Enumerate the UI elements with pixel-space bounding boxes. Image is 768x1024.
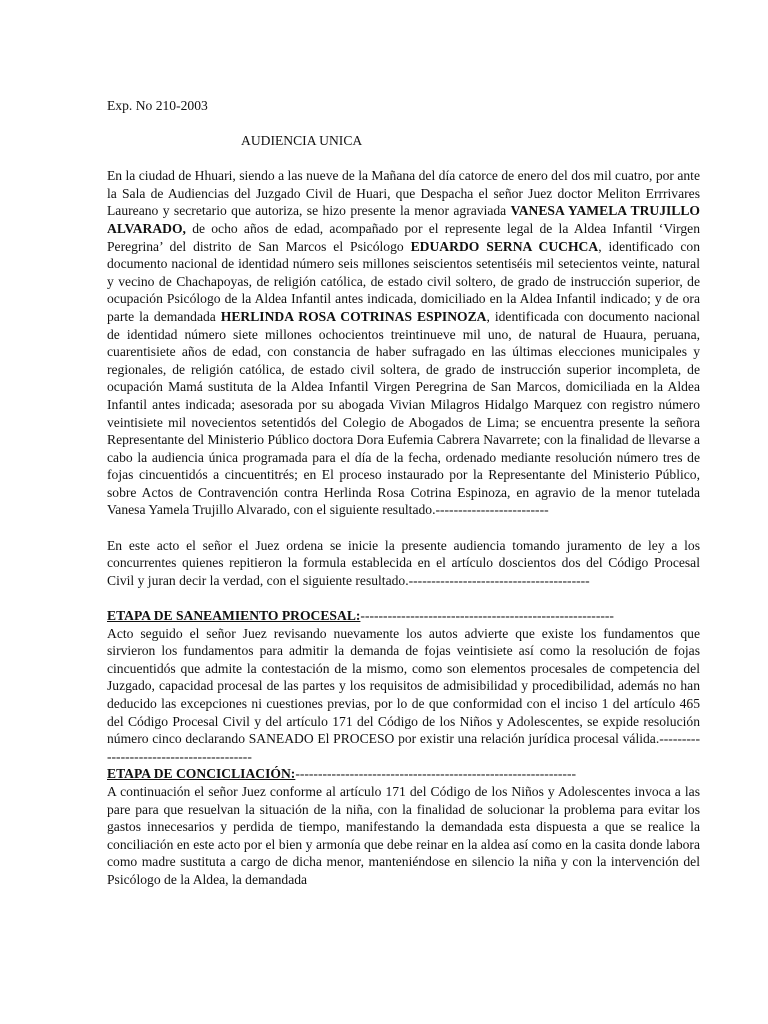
paragraph-oath: En este acto el señor el Juez ordena se inicie la presente audiencia tomando juramento de ley a los concurrentes quienes repitieron la formula establecida en el artículo doscientos dos del Código Procesal Civil y juran decir la verdad, con el siguiente resultado.----------------------------------------: [107, 537, 700, 588]
paragraph-opening: [107, 167, 700, 519]
document-body: [107, 97, 700, 889]
name-psychologist: EDUARDO SERNA CUCHCA: [410, 238, 599, 254]
text-segment: , identificada con documento nacional de identidad número siete millones ochocientos treintinueve mil uno, de natural de Huaura, peruana, cuarentisiete años de edad, con constancia de haber sufragado en las últimas elecciones municipales y regionales, de religión católica, de estado civil soltera, de grado de instrucción superior incompleta, de ocupación Mamá sustituta de la Aldea Infantil Virgen Peregrina de San Marcos, domiciliada en la Aldea Infantil antes indicada; asesorada por su abogada Vivian Milagros Hidalgo Marquez con registro número veintisiete mil novecientos setentidós del Colegio de Abogados de Lima; se encuentra presente la señora Representante del Ministerio Público doctora Dora Eufemia Cabrera Navarrete; con la finalidad de llevarse a cabo la audiencia única programada para el día de la fecha, ordenado mediante resolución número tres de fojas cincuentidós a cincuentitrés; en El proceso instaurado por la Representante del Ministerio Público, sobre Actos de Contravención contra Herlinda Rosa Cotrina Espinoza, en agravio de la menor tutelada Vanesa Yamela Trujillo Alvarado, con el siguiente resultado.-------------------------: [107, 308, 700, 518]
section-conciliacion-body: A continuación el señor Juez conforme al artículo 171 del Código de los Niños y Adolescentes invoca a las pare para que resuelvan la situación de la niña, con la finalidad de solucionar la problema para evitar los gastos innecesarios y perdida de tiempo, manifestando la demandada esta dispuesta a que se realice la conciliación en este acto por el bien y armonía que debe reinar en la aldea así como en la casita donde labora como madre sustituta a cargo de dicha menor, manteniéndose en silencio la niña y con la intervención del Psicólogo de la Aldea, la demandada: [107, 783, 700, 887]
document-title: AUDIENCIA UNICA: [241, 132, 363, 148]
section-dashes: --------------------------------------------------------------: [295, 766, 576, 782]
section-saneamiento-body: Acto seguido el señor Juez revisando nuevamente los autos advierte que existe los fundamentos que sirvieron los fundamentos para admitir la demanda de fojas veintisiete así como la resolución de fojas cincuentidós que admite la contestación de la mismo, como son elementos procesales de competencia del Juzgado, capacidad procesal de las partes y los requisitos de admisibilidad y procedibilidad, además no han deducido las excepciones ni cuestiones previas, por lo de que conformidad con el inciso 1 del artículo 465 del Código Procesal Civil y del artículo 171 del Código de los Niños y Adolescentes, se expide resolución número cinco declarando SANEADO El PROCESO por existir una relación jurídica procesal válida.-----------------------------------------: [107, 625, 700, 764]
text-segment: , identificado con documento nacional de identidad número seis millones seiscientos setentiséis mil setecientos veinte, natural y vecino de Chachapoyas, de religión católica, de estado civil soltero, de grado de instrucción superior, de ocupación Psicólogo de la Aldea Infantil antes indicada, domiciliado en la Aldea Infantil indicado; y de ora parte la demandada: [107, 238, 700, 324]
section-heading: ETAPA DE SANEAMIENTO PROCESAL:: [107, 608, 361, 624]
section-conciliacion: [107, 765, 700, 783]
section-heading: ETAPA DE CONCICLIACIÓN:: [107, 766, 296, 782]
name-defendant: HERLINDA ROSA COTRINAS ESPINOZA: [220, 308, 487, 324]
section-dashes: --------------------------------------------------------: [360, 608, 614, 624]
name-minor: VANESA YAMELA TRUJILLO ALVARADO,: [107, 203, 700, 236]
text-segment: En la ciudad de Hhuari, siendo a las nueve de la Mañana del día catorce de enero del dos mil cuatro, por ante la Sala de Audiencias del Juzgado Civil de Huari, que Despacha el señor Juez doctor Meliton Errrivares Laureano y secretario que autoriza, se hizo presente la menor agraviada: [107, 168, 700, 219]
text-segment: de ocho años de edad, acompañado por el represente legal de la Aldea Infantil ‘Virgen Peregrina’ del distrito de San Marcos el Psicólogo: [107, 220, 700, 254]
expedient-number: Exp. No 210-2003: [107, 98, 208, 113]
section-saneamiento: [107, 607, 700, 625]
